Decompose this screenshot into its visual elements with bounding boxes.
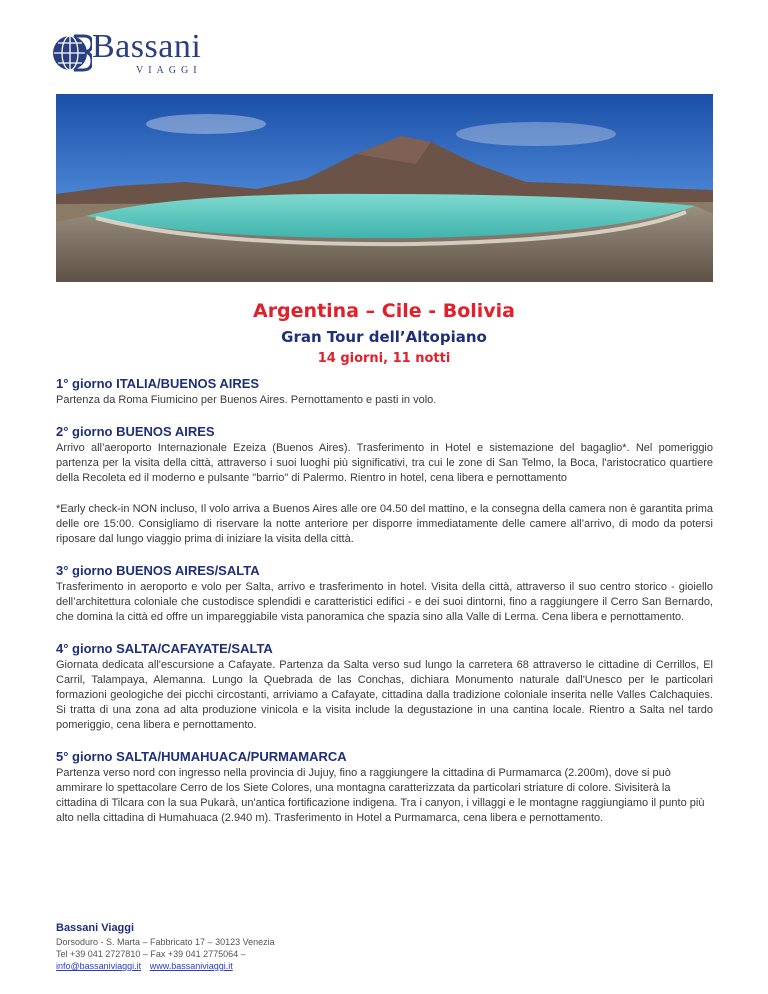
tour-title: Argentina – Cile - Bolivia [252,300,515,322]
tour-title-block [0,300,768,366]
day-heading: 5° giorno SALTA/HUMAHUACA/PURMAMARCA [56,749,347,764]
day-note: *Early check-in NON incluso, Il volo arriva a Buenos Aires alle ore 04.50 del mattino, e la consegna della camera non è garantita prima delle ore 15:00. Consigliamo di riservare la notte anteriore per disporre immediatamente delle camere all’arrivo, di modo da potersi riposare dal lungo viaggio prima di iniziare la visita della città. [56,503,713,545]
day-heading: 1° giorno ITALIA/BUENOS AIRES [56,376,260,391]
brand-name: Bassani [92,28,202,65]
day-heading: 2° giorno BUENOS AIRES [56,424,215,439]
email-link[interactable]: info@bassaniviaggi.it [56,961,142,971]
tour-subtitle: Gran Tour dell’Altopiano [281,328,487,346]
itinerary-day-1 [56,376,713,408]
footer-address: Dorsoduro - S. Marta – Fabbricato 17 – 30123 Venezia [56,937,275,947]
hero-landscape-image [56,94,713,282]
brand-logo [52,30,242,80]
brand-tagline: VIAGGI [136,65,202,76]
itinerary [56,376,713,842]
day-heading: 3° giorno BUENOS AIRES/SALTA [56,563,260,578]
footer-links [56,960,275,972]
day-description: Trasferimento in aeroporto e volo per Salta, arrivo e trasferimento in hotel. Visita della città, attraverso il suo centro storico - gioiello dell’architettura coloniale che custodisce splendidi e caratteristici edifici - e dei suoi dintorni, fino a raggiungere il Cerro San Bernardo, che domina la città ed offre un impareggiabile vista panoramica che spazia sino alla Valle di Lerma. Cena libera e pernottamento. [56,581,713,623]
globe-icon [52,30,92,76]
footer [56,922,275,972]
itinerary-day-2 [56,424,713,547]
website-link[interactable]: www.bassaniviaggi.it [149,961,233,971]
footer-phone: Tel +39 041 2727810 – Fax +39 041 2775064 – [56,949,246,959]
day-description: Partenza da Roma Fiumicino per Buenos Aires. Pernottamento e pasti in volo. [56,394,437,406]
day-heading: 4° giorno SALTA/CAFAYATE/SALTA [56,641,273,656]
day-description: Partenza verso nord con ingresso nella provincia di Jujuy, fino a raggiungere la cittadina di Purmamarca (2.200m), dove si può ammirare lo spettacolare Cerro de los Siete Colores, una montagna caratterizzata da particolari striature di colore. Sivisiterà la cittadina di Tilcara con la sua Pukarà, un'antica fortificazione indigena. Tra i canyon, i villaggi e le montagne raggiungiamo il punto più alto nella cittadina di Humahuaca (2.940 m). Trasferimento in Hotel a Purmamarca, cena libera e pernottamento. [56,767,705,824]
footer-company: Bassani Viaggi [56,922,135,934]
itinerary-day-3 [56,563,713,625]
tour-duration: 14 giorni, 11 notti [317,351,451,366]
day-description: Giornata dedicata all'escursione a Cafayate. Partenza da Salta verso sud lungo la carretera 68 attraverso le cittadine di Cerrillos, El Carril, Talampaya, Alemanna. Lungo la Quebrada de las Conchas, dichiara Monumento naturale dall'Unesco per le particolari formazioni geologiche dei picchi circostanti, arriviamo a Cafayate, cittadina dalla tradizione coloniale inserita nelle Valles Calchaquies. Si tratta di una zona ad alta produzione vinicola e la visita include la degustazione in una cantina locale. Rientro a Salta nel tardo pomeriggio, cena libera e pernottamento. [56,659,713,731]
day-description: Arrivo all’aeroporto Internazionale Ezeiza (Buenos Aires). Trasferimento in Hotel e sistemazione del bagaglio*. Nel pomeriggio partenza per la visita della città, attraverso i suoi luoghi più significativi, tra cui le zone di San Telmo, la Boca, l'aristocratico quartiere della Recoleta ed il moderno e pulsante "barrio" di Palermo. Rientro in hotel, cena libera e pernottamento [56,442,713,484]
itinerary-day-4 [56,641,713,733]
itinerary-day-5 [56,749,713,826]
